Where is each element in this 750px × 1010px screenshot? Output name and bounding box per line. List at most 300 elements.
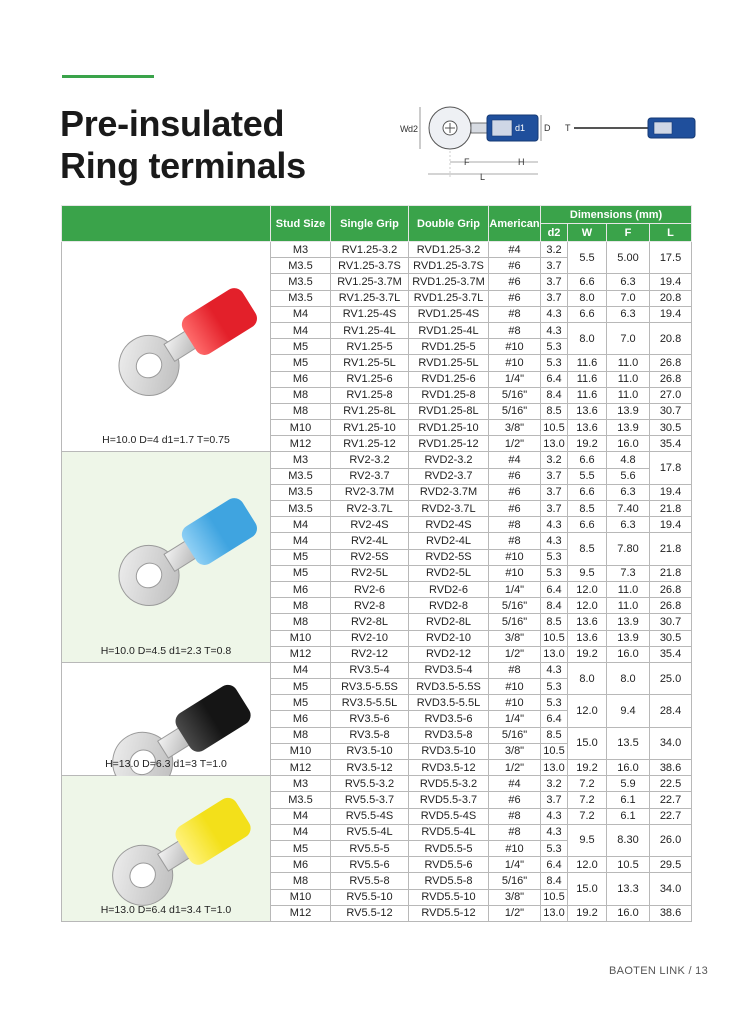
double-grip-cell: RVD5.5-4S	[409, 808, 489, 824]
double-grip-cell: RVD1.25-8	[409, 387, 489, 403]
american-cell: #10	[489, 840, 541, 856]
l-cell: 26.8	[650, 598, 692, 614]
single-grip-cell: RV3.5-4	[331, 662, 409, 678]
double-grip-cell: RVD3.5-5.5S	[409, 679, 489, 695]
single-grip-cell: RV3.5-10	[331, 743, 409, 759]
f-cell: 5.00	[607, 242, 650, 274]
american-cell: 1/2"	[489, 905, 541, 921]
stud-size-cell: M10	[271, 743, 331, 759]
american-cell: 1/2"	[489, 646, 541, 662]
double-grip-cell: RVD5.5-5	[409, 840, 489, 856]
stud-size-cell: M4	[271, 306, 331, 322]
single-grip-cell: RV5.5-4L	[331, 824, 409, 840]
l-header: L	[650, 224, 692, 242]
l-cell: 17.8	[650, 452, 692, 484]
american-cell: #8	[489, 824, 541, 840]
f-cell: 6.3	[607, 306, 650, 322]
l-cell: 38.6	[650, 905, 692, 921]
stud-size-cell: M5	[271, 549, 331, 565]
double-grip-cell: RVD5.5-4L	[409, 824, 489, 840]
w-cell: 11.6	[568, 371, 607, 387]
f-cell: 4.8	[607, 452, 650, 468]
stud-size-cell: M4	[271, 824, 331, 840]
american-cell: #10	[489, 565, 541, 581]
single-grip-cell: RV5.5-5	[331, 840, 409, 856]
double-grip-cell: RVD1.25-8L	[409, 403, 489, 419]
stud-size-cell: M3.5	[271, 501, 331, 517]
f-cell: 10.5	[607, 857, 650, 873]
single-grip-cell: RV2-10	[331, 630, 409, 646]
double-grip-cell: RVD1.25-5L	[409, 355, 489, 371]
w-cell: 12.0	[568, 695, 607, 727]
double-grip-cell: RVD5.5-3.7	[409, 792, 489, 808]
d2-cell: 4.3	[541, 662, 568, 678]
double-grip-cell: RVD1.25-3.7M	[409, 274, 489, 290]
american-cell: 1/4"	[489, 581, 541, 597]
w-cell: 13.6	[568, 420, 607, 436]
d2-cell: 8.4	[541, 387, 568, 403]
double-grip-cell: RVD5.5-12	[409, 905, 489, 921]
double-grip-cell: RVD3.5-8	[409, 727, 489, 743]
single-grip-cell: RV5.5-10	[331, 889, 409, 905]
stud-size-cell: M3	[271, 242, 331, 258]
american-cell: 1/4"	[489, 857, 541, 873]
single-grip-cell: RV1.25-3.7M	[331, 274, 409, 290]
l-cell: 19.4	[650, 484, 692, 500]
diagram-label-l: L	[480, 172, 486, 182]
w-header: W	[568, 224, 607, 242]
title-line-2: Ring terminals	[60, 145, 306, 186]
d2-cell: 3.7	[541, 274, 568, 290]
d2-cell: 5.3	[541, 679, 568, 695]
l-cell: 26.0	[650, 824, 692, 856]
d2-cell: 3.7	[541, 468, 568, 484]
terminal-image-cell	[62, 452, 271, 662]
american-cell: 3/8"	[489, 420, 541, 436]
l-cell: 38.6	[650, 760, 692, 776]
d2-cell: 10.5	[541, 889, 568, 905]
f-cell: 7.80	[607, 533, 650, 565]
single-grip-cell: RV1.25-4L	[331, 322, 409, 338]
double-grip-cell: RVD1.25-5	[409, 339, 489, 355]
double-grip-cell: RVD1.25-4S	[409, 306, 489, 322]
f-cell: 6.1	[607, 792, 650, 808]
double-grip-cell: RVD2-4S	[409, 517, 489, 533]
d2-cell: 4.3	[541, 517, 568, 533]
table-row	[62, 662, 692, 678]
double-grip-cell: RVD2-8	[409, 598, 489, 614]
ring-terminal-image	[92, 474, 272, 624]
w-cell: 12.0	[568, 857, 607, 873]
double-grip-cell: RVD1.25-12	[409, 436, 489, 452]
d2-cell: 3.2	[541, 776, 568, 792]
american-cell: #10	[489, 695, 541, 711]
terminal-spec-text: H=10.0 D=4.5 d1=2.3 T=0.8	[100, 644, 232, 657]
f-cell: 13.9	[607, 403, 650, 419]
w-cell: 8.5	[568, 501, 607, 517]
d2-cell: 3.2	[541, 452, 568, 468]
f-cell: 13.9	[607, 630, 650, 646]
f-cell: 13.9	[607, 614, 650, 630]
table-row	[62, 242, 692, 258]
american-cell: #8	[489, 533, 541, 549]
w-cell: 6.6	[568, 484, 607, 500]
double-grip-cell: RVD2-3.7L	[409, 501, 489, 517]
terminal-spec-text: H=13.0 D=6.3 d1=3 T=1.0	[105, 758, 227, 771]
single-grip-cell: RV1.25-5	[331, 339, 409, 355]
d2-cell: 8.4	[541, 598, 568, 614]
f-cell: 13.5	[607, 727, 650, 759]
l-cell: 28.4	[650, 695, 692, 727]
diagram-label-t: T	[565, 123, 571, 133]
single-grip-cell: RV5.5-8	[331, 873, 409, 889]
w-cell: 7.2	[568, 776, 607, 792]
w-cell: 13.6	[568, 614, 607, 630]
l-cell: 17.5	[650, 242, 692, 274]
f-cell: 6.1	[607, 808, 650, 824]
l-cell: 19.4	[650, 306, 692, 322]
american-cell: #6	[489, 468, 541, 484]
single-grip-cell: RV3.5-5.5S	[331, 679, 409, 695]
d2-cell: 13.0	[541, 760, 568, 776]
double-grip-cell: RVD2-5S	[409, 549, 489, 565]
w-cell: 6.6	[568, 306, 607, 322]
f-header: F	[607, 224, 650, 242]
double-grip-cell: RVD5.5-10	[409, 889, 489, 905]
d2-cell: 4.3	[541, 322, 568, 338]
w-cell: 7.2	[568, 808, 607, 824]
double-grip-cell: RVD2-3.7M	[409, 484, 489, 500]
d2-cell: 5.3	[541, 695, 568, 711]
american-cell: #10	[489, 339, 541, 355]
w-cell: 19.2	[568, 905, 607, 921]
w-cell: 8.0	[568, 322, 607, 354]
f-cell: 6.3	[607, 517, 650, 533]
single-grip-cell: RV2-3.2	[331, 452, 409, 468]
d2-cell: 13.0	[541, 646, 568, 662]
l-cell: 21.8	[650, 565, 692, 581]
stud-size-cell: M8	[271, 873, 331, 889]
american-cell: #6	[489, 484, 541, 500]
american-cell: #8	[489, 517, 541, 533]
terminal-image-cell	[62, 776, 271, 922]
stud-size-cell: M10	[271, 889, 331, 905]
single-grip-cell: RV5.5-12	[331, 905, 409, 921]
d2-cell: 6.4	[541, 371, 568, 387]
title-line-1: Pre-insulated	[60, 103, 285, 144]
f-cell: 11.0	[607, 371, 650, 387]
stud-size-cell: M3	[271, 776, 331, 792]
stud-size-cell: M10	[271, 420, 331, 436]
single-grip-cell: RV3.5-5.5L	[331, 695, 409, 711]
single-grip-cell: RV3.5-6	[331, 711, 409, 727]
d2-cell: 8.5	[541, 403, 568, 419]
double-grip-cell: RVD2-12	[409, 646, 489, 662]
double-grip-cell: RVD3.5-12	[409, 760, 489, 776]
stud-size-cell: M3.5	[271, 258, 331, 274]
l-cell: 25.0	[650, 662, 692, 694]
stud-size-cell: M6	[271, 857, 331, 873]
single-grip-cell: RV2-12	[331, 646, 409, 662]
stud-size-cell: M6	[271, 581, 331, 597]
single-grip-cell: RV1.25-4S	[331, 306, 409, 322]
f-cell: 5.9	[607, 776, 650, 792]
l-cell: 26.8	[650, 355, 692, 371]
american-cell: 1/2"	[489, 436, 541, 452]
f-cell: 6.3	[607, 274, 650, 290]
single-grip-cell: RV2-5L	[331, 565, 409, 581]
stud-size-cell: M6	[271, 371, 331, 387]
single-grip-cell: RV1.25-6	[331, 371, 409, 387]
stud-size-cell: M5	[271, 339, 331, 355]
american-cell: 3/8"	[489, 889, 541, 905]
d2-cell: 5.3	[541, 549, 568, 565]
l-cell: 21.8	[650, 501, 692, 517]
l-cell: 34.0	[650, 873, 692, 905]
d2-cell: 8.5	[541, 727, 568, 743]
f-cell: 11.0	[607, 387, 650, 403]
american-cell: 3/8"	[489, 630, 541, 646]
stud-size-cell: M3.5	[271, 274, 331, 290]
l-cell: 22.7	[650, 808, 692, 824]
f-cell: 16.0	[607, 760, 650, 776]
accent-line	[62, 75, 154, 78]
double-grip-cell: RVD2-6	[409, 581, 489, 597]
d2-cell: 6.4	[541, 857, 568, 873]
ring-terminal-image	[92, 264, 272, 414]
double-grip-cell: RVD5.5-8	[409, 873, 489, 889]
american-cell: 5/16"	[489, 614, 541, 630]
f-cell: 7.0	[607, 290, 650, 306]
stud-size-cell: M10	[271, 630, 331, 646]
d2-cell: 10.5	[541, 743, 568, 759]
double-grip-cell: RVD1.25-3.2	[409, 242, 489, 258]
double-grip-cell: RVD2-4L	[409, 533, 489, 549]
w-cell: 8.0	[568, 290, 607, 306]
w-cell: 11.6	[568, 387, 607, 403]
d2-cell: 3.7	[541, 501, 568, 517]
double-grip-cell: RVD2-3.7	[409, 468, 489, 484]
d2-cell: 10.5	[541, 630, 568, 646]
single-grip-cell: RV5.5-4S	[331, 808, 409, 824]
single-grip-cell: RV1.25-8	[331, 387, 409, 403]
d2-cell: 4.3	[541, 533, 568, 549]
l-cell: 19.4	[650, 517, 692, 533]
f-cell: 6.3	[607, 484, 650, 500]
f-cell: 7.3	[607, 565, 650, 581]
diagram-label-f: F	[464, 157, 470, 167]
american-cell: 1/2"	[489, 760, 541, 776]
w-cell: 6.6	[568, 274, 607, 290]
double-grip-cell: RVD2-5L	[409, 565, 489, 581]
double-grip-cell: RVD3.5-6	[409, 711, 489, 727]
w-cell: 19.2	[568, 760, 607, 776]
stud-size-cell: M3.5	[271, 792, 331, 808]
double-grip-cell: RVD2-3.2	[409, 452, 489, 468]
stud-size-cell: M4	[271, 322, 331, 338]
american-header: American	[489, 206, 541, 242]
d2-cell: 3.7	[541, 484, 568, 500]
double-grip-cell: RVD5.5-6	[409, 857, 489, 873]
stud-size-cell: M12	[271, 646, 331, 662]
american-cell: #10	[489, 549, 541, 565]
d2-cell: 6.4	[541, 581, 568, 597]
single-grip-cell: RV2-5S	[331, 549, 409, 565]
table-row	[62, 452, 692, 468]
single-grip-cell: RV1.25-3.7L	[331, 290, 409, 306]
stud-size-cell: M3.5	[271, 468, 331, 484]
american-cell: #4	[489, 242, 541, 258]
american-cell: #8	[489, 306, 541, 322]
w-cell: 11.6	[568, 355, 607, 371]
w-cell: 5.5	[568, 468, 607, 484]
stud-size-cell: M12	[271, 436, 331, 452]
d2-cell: 5.3	[541, 355, 568, 371]
stud-size-cell: M3.5	[271, 484, 331, 500]
single-grip-cell: RV2-3.7	[331, 468, 409, 484]
stud-size-cell: M5	[271, 695, 331, 711]
w-cell: 13.6	[568, 630, 607, 646]
american-cell: #4	[489, 452, 541, 468]
footer-page-label: BAOTEN LINK / 13	[609, 965, 708, 977]
american-cell: #10	[489, 679, 541, 695]
f-cell: 5.6	[607, 468, 650, 484]
d2-cell: 3.7	[541, 792, 568, 808]
d2-cell: 6.4	[541, 711, 568, 727]
single-grip-cell: RV2-3.7L	[331, 501, 409, 517]
diagram-label-d1: d1	[515, 123, 526, 133]
terminal-dimension-diagram	[398, 104, 698, 184]
american-cell: #10	[489, 355, 541, 371]
single-grip-cell: RV3.5-8	[331, 727, 409, 743]
single-grip-cell: RV2-8	[331, 598, 409, 614]
american-cell: 1/4"	[489, 371, 541, 387]
l-cell: 35.4	[650, 436, 692, 452]
d2-cell: 8.4	[541, 873, 568, 889]
l-cell: 27.0	[650, 387, 692, 403]
single-grip-cell: RV2-8L	[331, 614, 409, 630]
d2-cell: 5.3	[541, 339, 568, 355]
single-grip-cell: RV5.5-6	[331, 857, 409, 873]
stud-size-cell: M12	[271, 905, 331, 921]
american-cell: 5/16"	[489, 387, 541, 403]
american-cell: 5/16"	[489, 403, 541, 419]
stud-size-cell: M8	[271, 403, 331, 419]
american-cell: #6	[489, 274, 541, 290]
diagram-label-w: W	[400, 124, 409, 134]
single-grip-cell: RV5.5-3.2	[331, 776, 409, 792]
stud-size-cell: M3.5	[271, 290, 331, 306]
d2-cell: 5.3	[541, 840, 568, 856]
l-cell: 20.8	[650, 290, 692, 306]
f-cell: 9.4	[607, 695, 650, 727]
stud-size-cell: M4	[271, 662, 331, 678]
l-cell: 35.4	[650, 646, 692, 662]
double-grip-cell: RVD1.25-4L	[409, 322, 489, 338]
l-cell: 30.5	[650, 420, 692, 436]
header-row-1	[62, 206, 692, 224]
diagram-label-h: H	[518, 157, 525, 167]
l-cell: 21.8	[650, 533, 692, 565]
double-grip-header: Double Grip	[409, 206, 489, 242]
american-cell: 5/16"	[489, 873, 541, 889]
terminal-image-cell	[62, 242, 271, 452]
double-grip-cell: RVD1.25-10	[409, 420, 489, 436]
stud-size-cell: M5	[271, 679, 331, 695]
w-cell: 8.5	[568, 533, 607, 565]
d2-cell: 3.2	[541, 242, 568, 258]
f-cell: 8.30	[607, 824, 650, 856]
d2-cell: 13.0	[541, 436, 568, 452]
single-grip-header: Single Grip	[331, 206, 409, 242]
diagram-label-d2: d2	[408, 124, 419, 134]
w-cell: 19.2	[568, 646, 607, 662]
american-cell: #6	[489, 290, 541, 306]
d2-cell: 10.5	[541, 420, 568, 436]
l-cell: 34.0	[650, 727, 692, 759]
f-cell: 16.0	[607, 646, 650, 662]
d2-cell: 4.3	[541, 306, 568, 322]
stud-size-cell: M12	[271, 760, 331, 776]
single-grip-cell: RV3.5-12	[331, 760, 409, 776]
single-grip-cell: RV2-3.7M	[331, 484, 409, 500]
l-cell: 26.8	[650, 581, 692, 597]
f-cell: 11.0	[607, 355, 650, 371]
stud-size-cell: M8	[271, 387, 331, 403]
f-cell: 16.0	[607, 905, 650, 921]
l-cell: 30.7	[650, 614, 692, 630]
l-cell: 22.7	[650, 792, 692, 808]
w-cell: 6.6	[568, 517, 607, 533]
l-cell: 29.5	[650, 857, 692, 873]
f-cell: 13.9	[607, 420, 650, 436]
stud-size-cell: M8	[271, 598, 331, 614]
terminal-image-cell	[62, 662, 271, 775]
page-title	[60, 103, 306, 187]
w-cell: 9.5	[568, 824, 607, 856]
single-grip-cell: RV2-4L	[331, 533, 409, 549]
stud-size-cell: M5	[271, 355, 331, 371]
image-header	[62, 206, 271, 242]
l-cell: 26.8	[650, 371, 692, 387]
stud-size-cell: M5	[271, 840, 331, 856]
f-cell: 16.0	[607, 436, 650, 452]
w-cell: 12.0	[568, 581, 607, 597]
single-grip-cell: RV1.25-12	[331, 436, 409, 452]
double-grip-cell: RVD2-10	[409, 630, 489, 646]
single-grip-cell: RV1.25-3.2	[331, 242, 409, 258]
f-cell: 11.0	[607, 598, 650, 614]
american-cell: #8	[489, 808, 541, 824]
stud-size-cell: M5	[271, 565, 331, 581]
american-cell: #6	[489, 792, 541, 808]
double-grip-cell: RVD1.25-6	[409, 371, 489, 387]
l-cell: 20.8	[650, 322, 692, 354]
d2-cell: 4.3	[541, 824, 568, 840]
stud-size-cell: M4	[271, 808, 331, 824]
w-cell: 15.0	[568, 727, 607, 759]
double-grip-cell: RVD3.5-5.5L	[409, 695, 489, 711]
american-cell: 3/8"	[489, 743, 541, 759]
double-grip-cell: RVD3.5-10	[409, 743, 489, 759]
stud-size-cell: M4	[271, 517, 331, 533]
w-cell: 7.2	[568, 792, 607, 808]
terminal-spec-text: H=13.0 D=6.4 d1=3.4 T=1.0	[100, 903, 232, 916]
single-grip-cell: RV1.25-8L	[331, 403, 409, 419]
w-cell: 5.5	[568, 242, 607, 274]
diagram-label-d: D	[544, 123, 551, 133]
w-cell: 13.6	[568, 403, 607, 419]
